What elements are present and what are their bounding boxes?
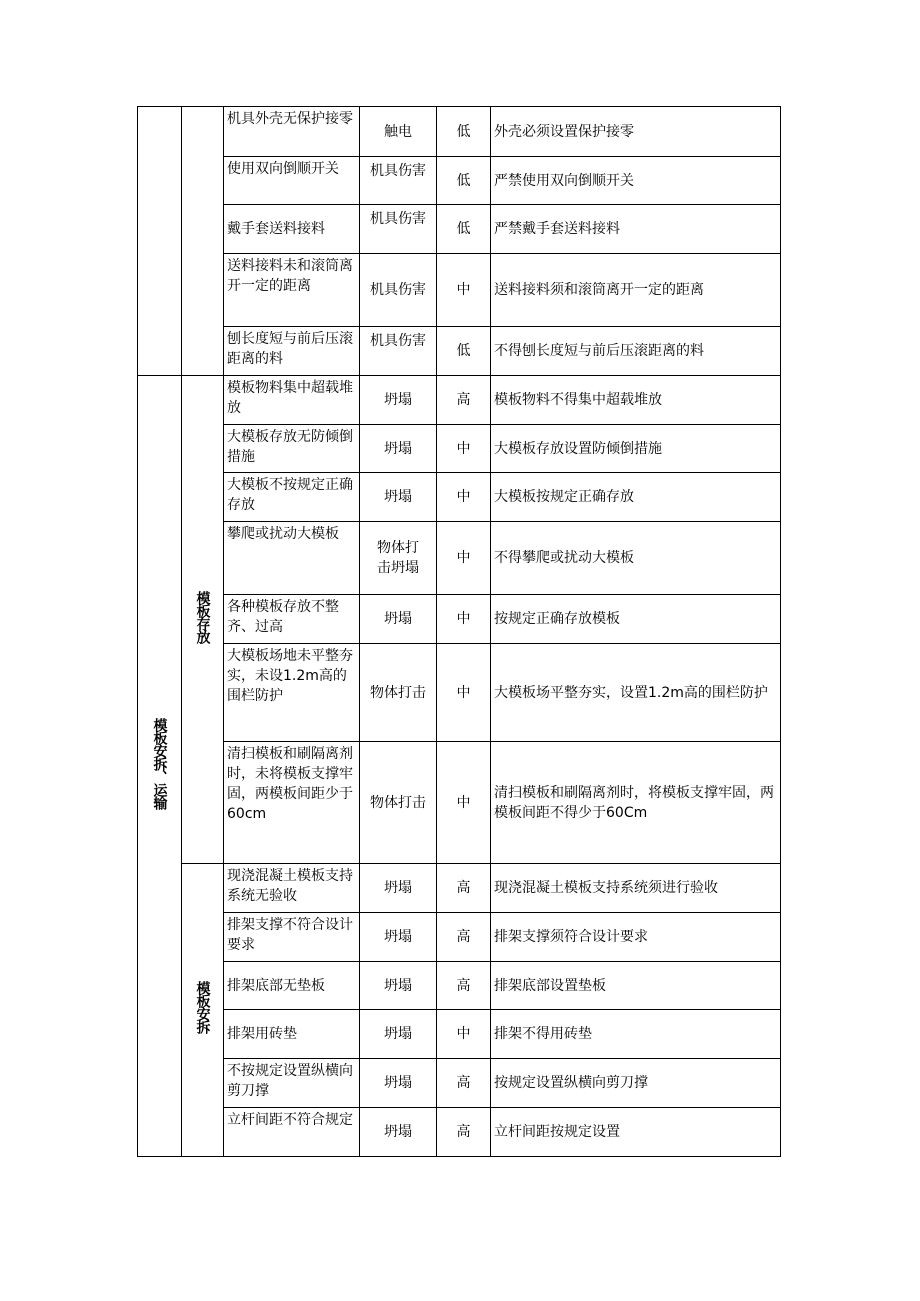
- table-row: [138, 742, 781, 864]
- control-measure-cell: 送料接料须和滚筒离开一定的距离: [491, 254, 781, 327]
- group-cell-blank: [182, 107, 224, 376]
- control-measure-cell: 排架支撑须符合设计要求: [491, 913, 781, 962]
- accident-type-cell: 坍塌: [360, 864, 437, 913]
- accident-type-cell: 机具伤害: [360, 254, 437, 327]
- accident-type-cell: 物体打击坍塌: [360, 522, 437, 595]
- risk-level-cell: 中: [437, 1010, 491, 1059]
- accident-type-cell: 机具伤害: [360, 327, 437, 376]
- hazard-cell: 排架用砖垫: [224, 1010, 360, 1059]
- table-row: [138, 425, 781, 473]
- control-measure-cell: 排架不得用砖垫: [491, 1010, 781, 1059]
- table-row: [138, 205, 781, 254]
- control-measure-cell: 清扫模板和刷隔离剂时，将模板支撑牢固，两模板间距不得少于60Cm: [491, 742, 781, 864]
- hazard-cell: 清扫模板和刷隔离剂时，未将模板支撑牢固，两模板间距少于60cm: [224, 742, 360, 864]
- risk-level-cell: 中: [437, 742, 491, 864]
- risk-table: [137, 106, 781, 1157]
- risk-level-cell: 中: [437, 595, 491, 644]
- accident-type-cell: 物体打击: [360, 644, 437, 742]
- risk-level-cell: 高: [437, 962, 491, 1010]
- accident-type-cell: 机具伤害: [360, 157, 437, 205]
- hazard-cell: 送料接料未和滚筒离开一定的距离: [224, 254, 360, 327]
- accident-type-cell: 坍塌: [360, 473, 437, 522]
- control-measure-cell: 大模板按规定正确存放: [491, 473, 781, 522]
- risk-level-cell: 高: [437, 913, 491, 962]
- risk-level-cell: 低: [437, 107, 491, 157]
- accident-type-cell: 坍塌: [360, 595, 437, 644]
- group-cell-install: [182, 864, 224, 1157]
- table-row: [138, 913, 781, 962]
- table-row: [138, 864, 781, 913]
- hazard-cell: 使用双向倒顺开关: [224, 157, 360, 205]
- category-cell: [138, 376, 182, 1157]
- control-measure-cell: 排架底部设置垫板: [491, 962, 781, 1010]
- accident-type-cell: 坍塌: [360, 425, 437, 473]
- accident-type-cell: 坍塌: [360, 962, 437, 1010]
- control-measure-cell: 大模板场平整夯实，设置1.2m高的围栏防护: [491, 644, 781, 742]
- table-row: [138, 376, 781, 425]
- risk-level-cell: 高: [437, 376, 491, 425]
- group-label-install: 模板安拆: [194, 981, 211, 1033]
- hazard-cell: 刨长度短与前后压滚距离的料: [224, 327, 360, 376]
- hazard-cell: 大模板不按规定正确存放: [224, 473, 360, 522]
- risk-level-cell: 低: [437, 205, 491, 254]
- control-measure-cell: 按规定设置纵横向剪刀撑: [491, 1059, 781, 1108]
- hazard-cell: 各种模板存放不整齐、过高: [224, 595, 360, 644]
- table-row: [138, 522, 781, 595]
- table-row: [138, 962, 781, 1010]
- table-row: [138, 157, 781, 205]
- risk-level-cell: 中: [437, 522, 491, 595]
- group-label-storage: 模板存放: [194, 590, 211, 643]
- hazard-cell: 大模板存放无防倾倒措施: [224, 425, 360, 473]
- accident-type-cell: 坍塌: [360, 913, 437, 962]
- table-row: [138, 254, 781, 327]
- control-measure-cell: 外壳必须设置保护接零: [491, 107, 781, 157]
- table-row: [138, 1059, 781, 1108]
- hazard-cell: 机具外壳无保护接零: [224, 107, 360, 157]
- control-measure-cell: 严禁使用双向倒顺开关: [491, 157, 781, 205]
- risk-level-cell: 低: [437, 327, 491, 376]
- risk-level-cell: 中: [437, 425, 491, 473]
- control-measure-cell: 严禁戴手套送料接料: [491, 205, 781, 254]
- table-row: [138, 1010, 781, 1059]
- table-row: [138, 1108, 781, 1157]
- hazard-cell: 戴手套送料接料: [224, 205, 360, 254]
- accident-type-cell: 坍塌: [360, 1059, 437, 1108]
- control-measure-cell: 现浇混凝土模板支持系统须进行验收: [491, 864, 781, 913]
- accident-type-cell: 坍塌: [360, 1108, 437, 1157]
- hazard-cell: 现浇混凝土模板支持系统无验收: [224, 864, 360, 913]
- hazard-cell: 大模板场地未平整夯实，未设1.2m高的围栏防护: [224, 644, 360, 742]
- hazard-cell: 不按规定设置纵横向剪刀撑: [224, 1059, 360, 1108]
- control-measure-cell: 模板物料不得集中超载堆放: [491, 376, 781, 425]
- accident-type-cell: 触电: [360, 107, 437, 157]
- risk-level-cell: 中: [437, 254, 491, 327]
- hazard-cell: 排架底部无垫板: [224, 962, 360, 1010]
- hazard-cell: 立杆间距不符合规定: [224, 1108, 360, 1157]
- control-measure-cell: 不得刨长度短与前后压滚距离的料: [491, 327, 781, 376]
- risk-level-cell: 低: [437, 157, 491, 205]
- table-row: [138, 107, 781, 157]
- risk-level-cell: 中: [437, 644, 491, 742]
- control-measure-cell: 大模板存放设置防倾倒措施: [491, 425, 781, 473]
- table-row: [138, 644, 781, 742]
- category-cell-blank: [138, 107, 182, 376]
- accident-type-cell: 机具伤害: [360, 205, 437, 254]
- hazard-cell: 模板物料集中超载堆放: [224, 376, 360, 425]
- hazard-cell: 排架支撑不符合设计要求: [224, 913, 360, 962]
- control-measure-cell: 立杆间距按规定设置: [491, 1108, 781, 1157]
- risk-level-cell: 中: [437, 473, 491, 522]
- table-row: [138, 595, 781, 644]
- control-measure-cell: 不得攀爬或扰动大模板: [491, 522, 781, 595]
- risk-level-cell: 高: [437, 1059, 491, 1108]
- accident-type-cell: 坍塌: [360, 376, 437, 425]
- table-row: [138, 327, 781, 376]
- control-measure-cell: 按规定正确存放模板: [491, 595, 781, 644]
- risk-level-cell: 高: [437, 864, 491, 913]
- group-cell-storage: [182, 376, 224, 864]
- table-row: [138, 473, 781, 522]
- category-label: 模板安拆、运输: [151, 717, 168, 809]
- hazard-cell: 攀爬或扰动大模板: [224, 522, 360, 595]
- risk-level-cell: 高: [437, 1108, 491, 1157]
- accident-type-cell: 物体打击: [360, 742, 437, 864]
- accident-type-cell: 坍塌: [360, 1010, 437, 1059]
